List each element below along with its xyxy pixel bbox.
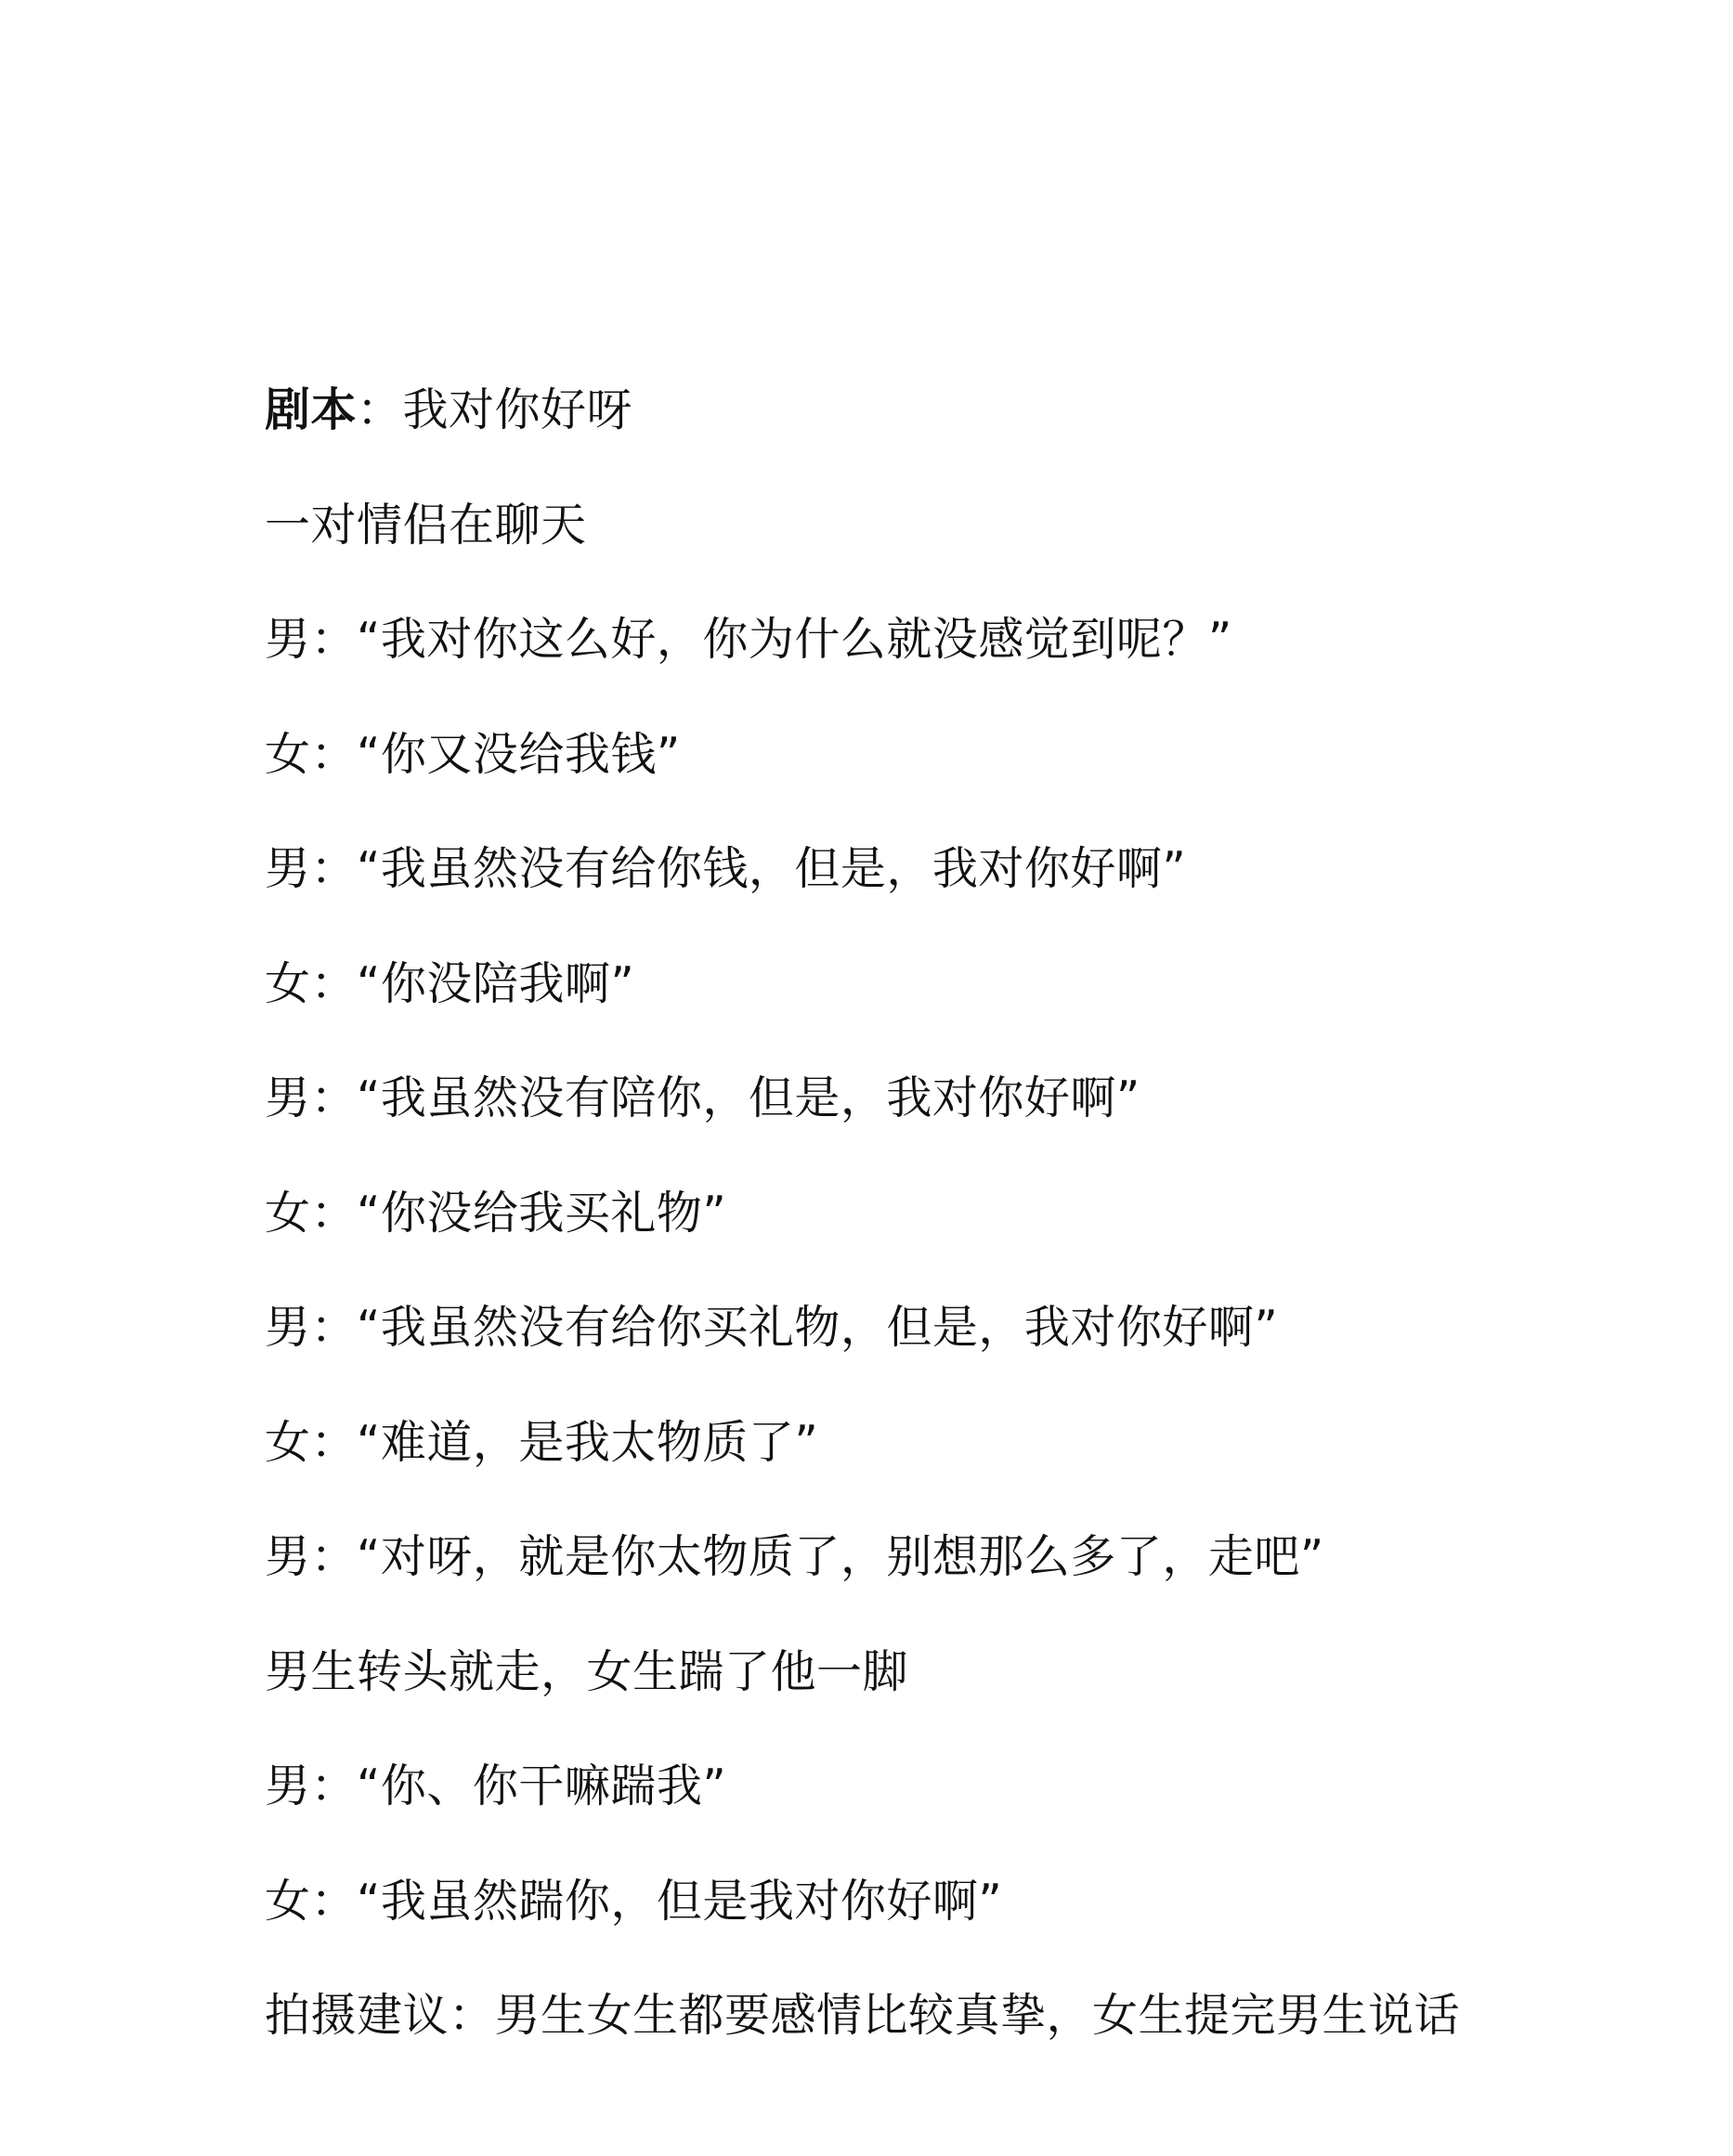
title-text: 我对你好呀 (402, 383, 633, 436)
dialogue-line: 男：“我虽然没有给你钱，但是，我对你好啊” (265, 842, 1187, 895)
scene-description: 一对情侣在聊天 (265, 498, 587, 552)
dialogue-line: 男：“你、你干嘛踹我” (265, 1760, 727, 1812)
shooting-suggestion: 拍摄建议：男生女生都要感情比较真挚，女生提完男生说话 (265, 1989, 1461, 2042)
title-separator: ： (357, 383, 403, 436)
scene-action: 男生转头就走，女生踹了他一脚 (265, 1644, 909, 1698)
script-title (265, 383, 1676, 498)
dialogue-line: 男：“对呀，就是你太物质了，别想那么多了，走吧” (265, 1530, 1324, 1583)
script-body (265, 383, 1676, 2103)
dialogue-line: 女：“我虽然踹你，但是我对你好啊” (265, 1874, 1003, 1928)
dialogue-line: 女：“你没陪我啊” (265, 956, 635, 1010)
dialogue-line: 女：“你又没给我钱” (265, 727, 681, 781)
dialogue-line: 女：“你没给我买礼物” (265, 1186, 727, 1240)
title-label: 剧本 (265, 383, 358, 436)
dialogue-line: 男：“我对你这么好，你为什么就没感觉到呢？” (265, 613, 1232, 666)
dialogue-line: 男：“我虽然没有给你买礼物，但是，我对你好啊” (265, 1301, 1279, 1354)
dialogue-line: 男：“我虽然没有陪你，但是，我对你好啊” (265, 1072, 1140, 1124)
dialogue-line: 女：“难道，是我太物质了” (265, 1415, 819, 1469)
